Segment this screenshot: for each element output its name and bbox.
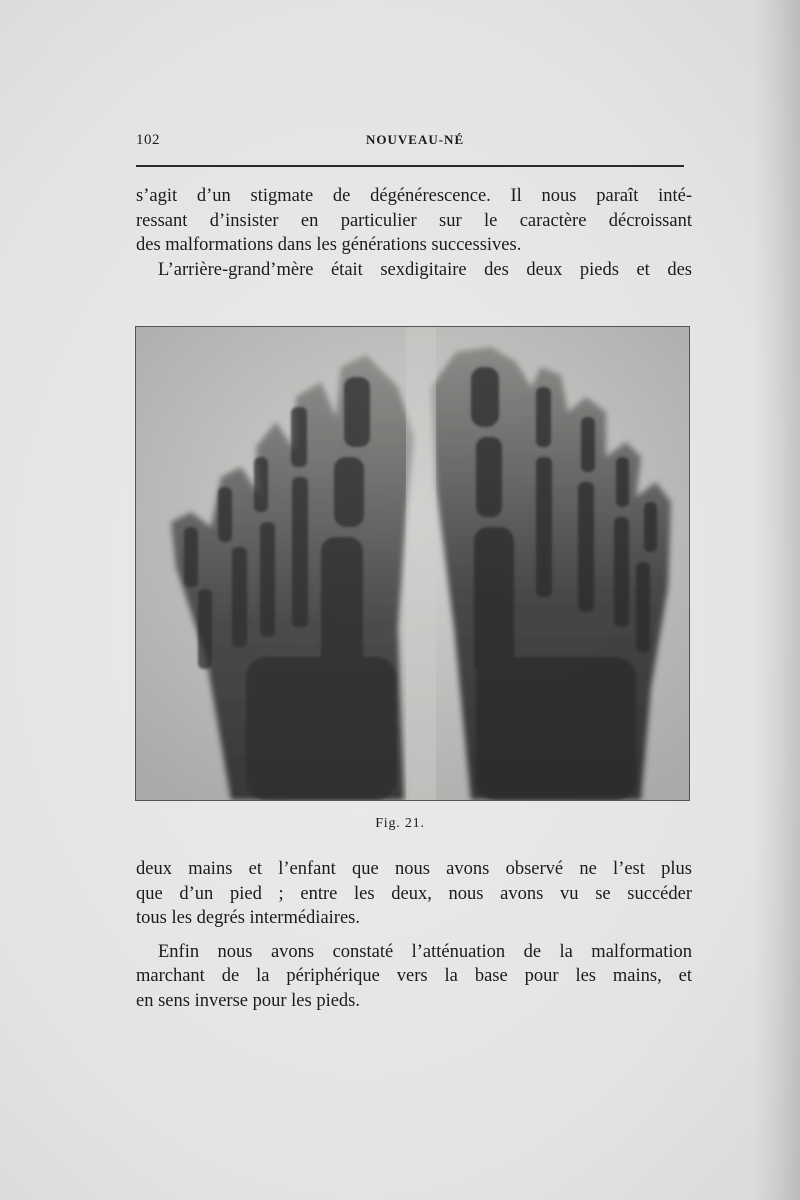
figure-caption: Fig. 21. — [375, 816, 425, 831]
header-rule — [136, 165, 684, 167]
radiograph-feet-image — [136, 327, 689, 800]
text-line: s’agit d’un stigmate de dégénérescence. Il nous paraît inté- — [136, 186, 692, 206]
text-line: en sens inverse pour les pieds. — [136, 990, 361, 1011]
page-gutter-shadow — [754, 0, 800, 1200]
bottom-text-block — [136, 857, 692, 1013]
paragraph-start — [136, 258, 692, 283]
page-header — [136, 132, 684, 154]
paragraph-continuation — [136, 857, 692, 931]
text-line: deux mains et l’enfant que nous avons observé ne l’est plus — [136, 859, 692, 879]
figure-radiograph-feet — [135, 326, 690, 801]
text-line: tous les degrés intermédiaires. — [136, 908, 360, 928]
page-number: 102 — [136, 132, 160, 148]
text-line: L’arrière-grand’mère était sexdigitaire des deux pieds et des — [158, 259, 692, 280]
running-head: NOUVEAU-NÉ — [366, 132, 465, 147]
text-line: Enfin nous avons constaté l’atténuation de la malformation — [158, 941, 692, 962]
text-line: que d’un pied ; entre les deux, nous avons vu se succéder — [136, 883, 692, 904]
paragraph-continuation — [136, 184, 692, 258]
text-line: marchant de la périphérique vers la base pour les mains, et — [136, 966, 692, 986]
text-line: ressant d’insister en particulier sur le caractère décroissant — [136, 210, 692, 231]
paragraph — [136, 940, 692, 1014]
text-line: des malformations dans les générations successives. — [136, 235, 522, 255]
top-text-block — [136, 184, 692, 282]
